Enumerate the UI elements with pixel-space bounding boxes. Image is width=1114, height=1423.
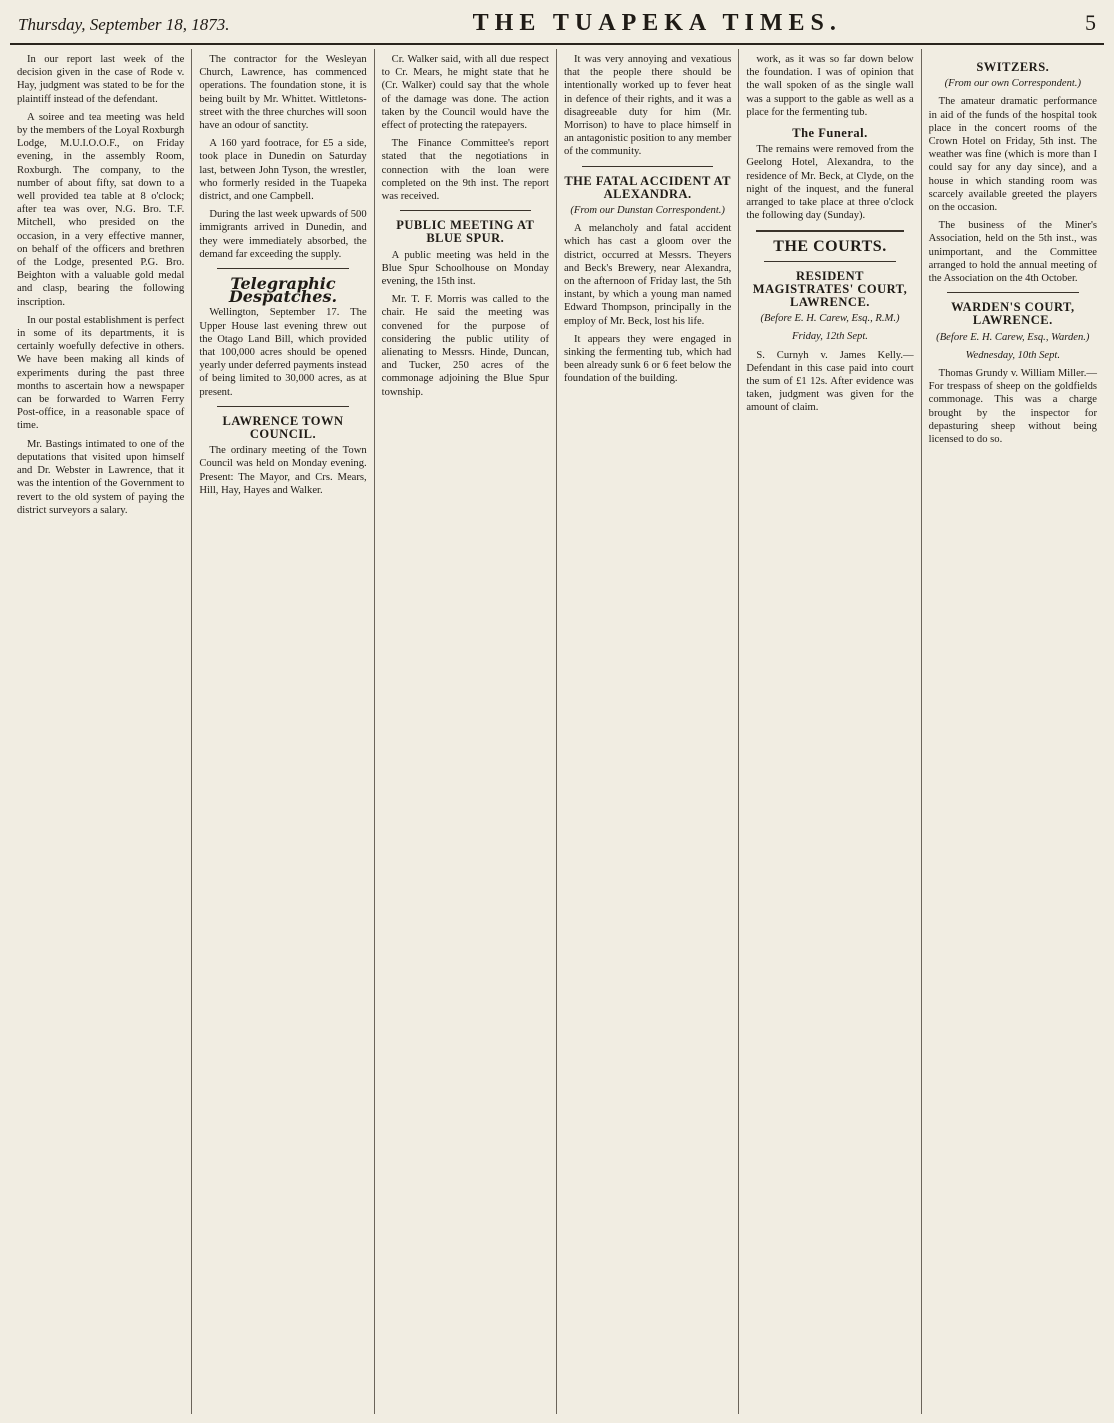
column-6: [922, 49, 1104, 1414]
paragraph: A public meeting was held in the Blue Spur Schoolhouse on Monday evening, the 15th inst.: [381, 249, 549, 288]
divider: [400, 210, 531, 211]
section-heading: SWITZERS.: [976, 60, 1050, 74]
paragraph: A melancholy and fatal accident which has cast a gloom over the district, occurred at Messrs. Theyers and Beck's Brewery, near Alexandra, on the afternoon of Friday last, the 5th instant, by which a young man named Edward Thompson, principally in the employ of Mr. Beck, lost his life.: [563, 223, 732, 327]
column-4: [557, 49, 739, 1414]
column-1: [10, 49, 192, 1414]
divider: [582, 166, 713, 167]
paragraph: work, as it was so far down below the foundation. I was of opinion that the wall spoken of as the single wall was a support to the gable as well as a place for the fermenting tub.: [746, 54, 914, 118]
paragraph: The remains were removed from the Geelong Hotel, Alexandra, to the residence of Mr. Beck, at Clyde, on the night of the inquest, and the funeral arranged to take place at three o'clock the following day (Sunday).: [746, 144, 914, 222]
paragraph: It was very annoying and vexatious that the people there should be intentionally worked up to fever heat in defence of their rights, and it was a disagreeable duty for him (Mr. Morrison) to have to place himself in an antagonistic position to any member of the community.: [563, 54, 732, 158]
column-2: [192, 49, 374, 1414]
paragraph: The business of the Miner's Association, held on the 5th inst., was unimportant, and the Committee arranged to hold the annual meeting of the Association on the 4th October.: [928, 220, 1097, 285]
paragraph: Cr. Walker said, with all due respect to Cr. Mears, he might state that he (Cr. Walker) could say that the whole of the damage was done. The action taken by the Council would have the effect of protecting the ratepayers.: [381, 54, 549, 132]
paragraph: The amateur dramatic performance in aid of the funds of the hospital took place in the concert rooms of the Crown Hotel on Friday, 5th inst. The weather was fine (which is more than I could say for any day since), and a house in which standing room was scarcely available greeted the players on the occasion.: [928, 96, 1097, 214]
section-heading: Telegraphic Despatches.: [228, 274, 338, 307]
divider: [217, 406, 348, 407]
section-heading: WARDEN'S COURT, LAWRENCE.: [951, 300, 1075, 328]
paragraph: S. Curnyh v. James Kelly.—Defendant in this case paid into court the sum of £1 12s. After evidence was taken, judgment was given for the amount of claim.: [746, 349, 914, 414]
paragraph: Mr. T. F. Morris was called to the chair. He said the meeting was convened for the purpose of considering the public utility of alienating to Messrs. Hinde, Duncan, and Tucker, 250 acres of the commonage adjoining the Blue Spur township.: [381, 294, 549, 398]
divider: [756, 230, 903, 232]
newspaper-title: THE TUAPEKA TIMES.: [472, 10, 842, 36]
section-subheading: Wednesday, 10th Sept.: [965, 349, 1060, 361]
divider: [764, 261, 895, 262]
section-heading: RESIDENT MAGISTRATES' COURT, LAWRENCE.: [752, 268, 908, 310]
section-heading: THE FATAL ACCIDENT AT ALEXANDRA.: [564, 173, 731, 201]
paragraph: The ordinary meeting of the Town Council was held on Monday evening. Present: The Mayor, and Crs. Mears, Hill, Hay, Hayes and Walker.: [199, 445, 367, 496]
section-subheading: (Before E. H. Carew, Esq., R.M.): [760, 313, 900, 325]
page-number: 5: [1084, 10, 1096, 35]
divider: [947, 292, 1079, 293]
column-grid: [10, 49, 1104, 1414]
section-subheading: (From our Dunstan Correspondent.): [570, 205, 725, 217]
section-subheading: (Before E. H. Carew, Esq., Warden.): [936, 331, 1090, 343]
column-5: [739, 49, 921, 1414]
masthead: [10, 8, 1104, 45]
paragraph: In our report last week of the decision given in the case of Rode v. Hay, judgment was stated to be for the plaintiff instead of the defendant.: [17, 54, 185, 105]
paragraph: In our postal establishment is perfect in some of its departments, it is certainly woefully defective in others. We have been making all kinds of experiments during the past three months to ascertain how a newspaper can be forwarded to Warren Ferry Post-office, in a reasonable space of time.: [17, 314, 185, 432]
paragraph: Mr. Bastings intimated to one of the deputations that visited upon himself and Dr. Webster in Lawrence, that it was the intention of the Government to revert to the old system of paying the district surveyors a salary.: [17, 438, 185, 516]
paragraph: A soiree and tea meeting was held by the members of the Loyal Roxburgh Lodge, M.U.I.O.O.F., on Friday evening, in the assembly Room, Roxburgh. The company, to the number of about fifty, sat down to a well provided tea table at 8 o'clock; after tea was over, N.G. Bro. T.F. Mitchell, who presided on the occasion, in a very effective manner, on behalf of the officers and brethren of the Lodge, presented P.G. Bro. Beighton with a valuable gold medal and clasp, bearing the following inscription.: [17, 111, 185, 308]
paragraph: Wellington, September 17. The Upper House last evening threw out the Otago Land Bill, which provided that 100,000 acres should be opened yearly under deferred payments instead of being limited to 30,000 acres, as at present.: [199, 307, 367, 398]
paragraph: The contractor for the Wesleyan Church, Lawrence, has commenced operations. The foundation stone, it is being built by Mr. Whittet. Wittletons-street with the three churches will soon have an odour of sanctity.: [199, 54, 367, 132]
section-heading: THE COURTS.: [773, 238, 887, 256]
paragraph: The Finance Committee's report stated that the negotiations in connection with the loan were completed on the 9th inst. The report was received.: [381, 138, 549, 203]
section-heading: LAWRENCE TOWN COUNCIL.: [222, 413, 344, 442]
section-subheading: (From our own Correspondent.): [944, 78, 1081, 90]
section-subheading: Friday, 12th Sept.: [792, 331, 868, 343]
column-3: [375, 49, 557, 1414]
divider: [217, 268, 348, 269]
section-heading: The Funeral.: [792, 126, 868, 141]
section-heading: PUBLIC MEETING AT BLUE SPUR.: [396, 218, 535, 246]
issue-date: Thursday, September 18, 1873.: [18, 15, 230, 34]
paragraph: Thomas Grundy v. William Miller.—For trespass of sheep on the goldfields commonage. This was a charge brought by the inspector for depasturing sheep without being licensed to do so.: [928, 368, 1097, 446]
paragraph: It appears they were engaged in sinking the fermenting tub, which had been already sunk 6 or 6 feet below the foundation of the building.: [563, 333, 732, 385]
paragraph: A 160 yard footrace, for £5 a side, took place in Dunedin on Saturday last, between John Tyson, the wrestler, who formerly resided in the Tuapeka district, and one Campbell.: [199, 138, 367, 203]
paragraph: During the last week upwards of 500 immigrants arrived in Dunedin, and they were immediately absorbed, the demand far exceeding the supply.: [199, 209, 367, 260]
